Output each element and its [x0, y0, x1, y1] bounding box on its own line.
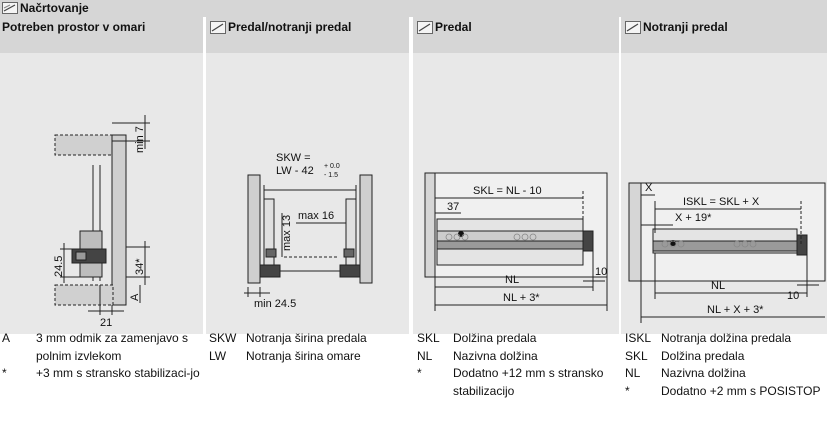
tolerance-minus: - 1.5	[324, 172, 339, 179]
legend-row	[0, 330, 201, 365]
inner-drawer-length-drawing	[621, 53, 827, 334]
title-bar	[0, 0, 827, 18]
dim-min24-5: min 24.5	[254, 298, 297, 310]
dim-34: 34*	[134, 258, 146, 275]
panel-legend	[413, 330, 619, 400]
legend-text: Dodatno +2 mm s POSISTOP	[661, 383, 821, 398]
legend-row	[413, 348, 615, 366]
legend-row	[621, 365, 823, 383]
legend-text: Notranja širina predala	[246, 331, 367, 345]
dim-nl-plus-3: NL + 3*	[503, 292, 540, 304]
legend-key: *	[2, 366, 7, 380]
skw-formula: LW - 42	[276, 165, 314, 177]
panel-legend	[621, 330, 827, 400]
dim-a: A	[129, 293, 141, 301]
dim-21: 21	[100, 317, 113, 329]
panel-title: Predal	[435, 20, 472, 34]
legend-text: Dolžina predala	[453, 331, 537, 345]
panel-header	[413, 17, 619, 53]
panel-legend	[206, 330, 409, 365]
dim-10: 10	[595, 266, 608, 278]
panel-header	[621, 17, 827, 53]
dim-min7: min 7	[134, 126, 146, 153]
legend-row	[413, 330, 615, 348]
section-icon	[210, 21, 226, 34]
legend-row	[621, 348, 823, 366]
dim-max16: max 16	[298, 210, 335, 222]
dim-37: 37	[447, 201, 460, 213]
legend-key: A	[2, 331, 11, 345]
panel-space-requirement	[0, 17, 203, 423]
legend-text: Dodatno +12 mm s stransko stabilizacijo	[453, 366, 604, 398]
drawer-length-drawing	[413, 53, 619, 334]
section-icon	[625, 21, 641, 34]
dim-x: X	[645, 182, 653, 194]
width-drawing	[206, 53, 409, 334]
panel-header	[0, 17, 203, 53]
panel-title: Predal/notranji predal	[228, 20, 352, 34]
skl-formula: SKL = NL - 10	[473, 185, 542, 197]
panel-legend	[0, 330, 203, 383]
legend-row	[206, 330, 406, 348]
legend-row	[621, 330, 823, 348]
legend-text: Nazivna dolžina	[453, 348, 538, 363]
legend-text: Nazivna dolžina	[661, 366, 746, 380]
skw-label: SKW =	[276, 152, 311, 164]
legend-row	[621, 383, 823, 401]
section-icon	[417, 21, 433, 34]
tolerance-plus: + 0.0	[324, 163, 340, 170]
legend-row	[413, 365, 615, 400]
panel-title: Notranji predal	[643, 20, 728, 34]
legend-text: Notranja širina omare	[246, 348, 361, 363]
dim-24-5: 24.5	[53, 255, 65, 277]
legend-row	[206, 348, 406, 366]
legend-key: ISKL	[625, 331, 652, 345]
panel-inner-drawer	[621, 17, 827, 423]
dim-x-plus-19: X + 19*	[675, 212, 712, 224]
dim-nl-plus-x-plus-3: NL + X + 3*	[707, 304, 764, 316]
panel-header	[206, 17, 409, 53]
legend-key: *	[417, 366, 422, 380]
legend-key: LW	[209, 348, 227, 363]
page-title: Načrtovanje	[20, 1, 89, 15]
legend-text: +3 mm s stransko stabilizaci-jo	[36, 366, 200, 380]
panel-drawer	[413, 17, 619, 423]
section-icon	[2, 2, 18, 14]
dim-nl: NL	[711, 280, 726, 292]
legend-key: *	[625, 383, 630, 398]
dim-max13: max 13	[281, 214, 293, 251]
legend-key: SKL	[625, 348, 648, 363]
iskl-formula: ISKL = SKL + X	[683, 196, 760, 208]
panel-title: Potreben prostor v omari	[2, 20, 146, 34]
cabinet-space-drawing	[0, 53, 203, 334]
dim-10: 10	[787, 290, 800, 302]
reference-dot	[458, 231, 464, 237]
legend-key: NL	[417, 348, 433, 363]
legend-text: 3 mm odmik za zamenjavo s polnim izvlekom	[36, 331, 189, 363]
legend-key: NL	[625, 366, 641, 380]
panel-drawer-inner-drawer	[206, 17, 409, 423]
legend-text: Dolžina predala	[661, 348, 745, 363]
legend-row	[0, 365, 201, 383]
legend-key: SKL	[417, 331, 440, 345]
dim-nl: NL	[505, 274, 520, 286]
legend-key: SKW	[209, 331, 237, 345]
legend-text: Notranja dolžina predala	[661, 331, 792, 345]
